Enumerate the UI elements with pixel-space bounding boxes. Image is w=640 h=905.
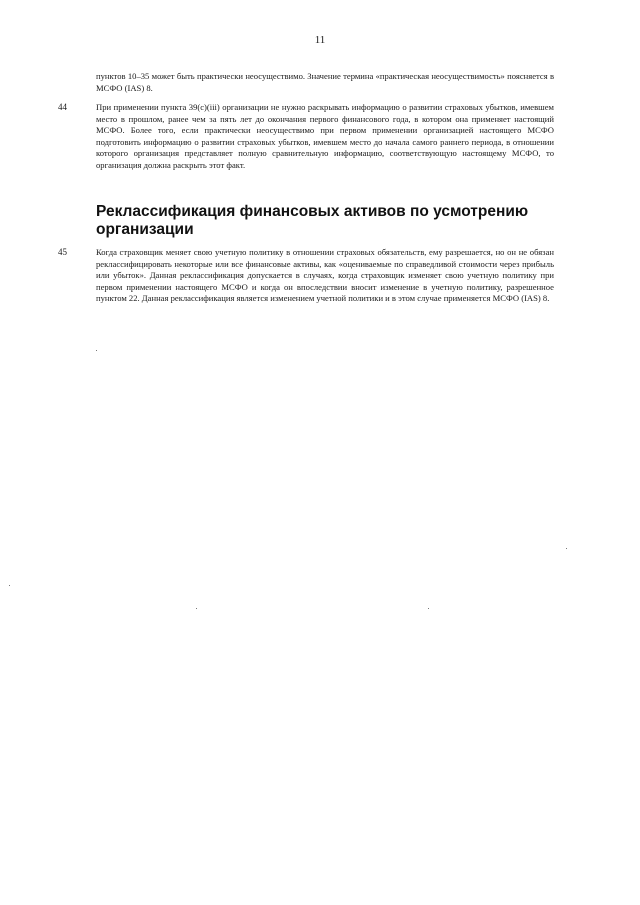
paragraph-45-text: Когда страховщик меняет свою учетную политику в отношении страховых обязательств, ему разрешается, но он не обязан реклассифицировать некоторые или все финансовые активы, как «оцениваемые по справедливой стоимости через прибыль или убыток». Данная реклассификация допускается в случаях, когда страховщик изменяет свою учетную политику при первом применении настоящего МСФО и когда он впоследствии вносит изменение в учетную политику, разрешенное пунктом 22. Данная реклассификация является изменением учетной политики и в этом случае применяется МСФО (IAS) 8. bbox=[96, 247, 554, 304]
section-heading: Реклассификация финансовых активов по усмотрению организации bbox=[96, 203, 529, 238]
scan-speck bbox=[566, 548, 567, 549]
scan-speck bbox=[96, 350, 97, 351]
continuation-paragraph: пунктов 10–35 может быть практически неосуществимо. Значение термина «практическая неосуществимость» поясняется в МСФО (IAS) 8. bbox=[96, 71, 554, 93]
scan-speck bbox=[9, 585, 10, 586]
page-number: 11 bbox=[314, 34, 326, 46]
scan-speck bbox=[428, 608, 429, 609]
paragraph-45-number: 45 bbox=[58, 247, 67, 257]
paragraph-44-text: При применении пункта 39(c)(iii) организации не нужно раскрывать информацию о развитии страховых убытков, имевшем место в прошлом, ранее чем за пять лет до окончания первого финансового года, в котором она применяет настоящий МСФО. Более того, если практически неосуществимо при первом применении организацией настоящего МСФО подготовить информацию о развитии страховых убытков, имевшем место до начала самого раннего периода, в отношении которого организация представляет полную сравнительную информацию, соответствующую настоящему МСФО, то организация должна раскрыть этот факт. bbox=[96, 102, 554, 170]
scan-speck bbox=[196, 608, 197, 609]
paragraph-44-number: 44 bbox=[58, 102, 67, 112]
